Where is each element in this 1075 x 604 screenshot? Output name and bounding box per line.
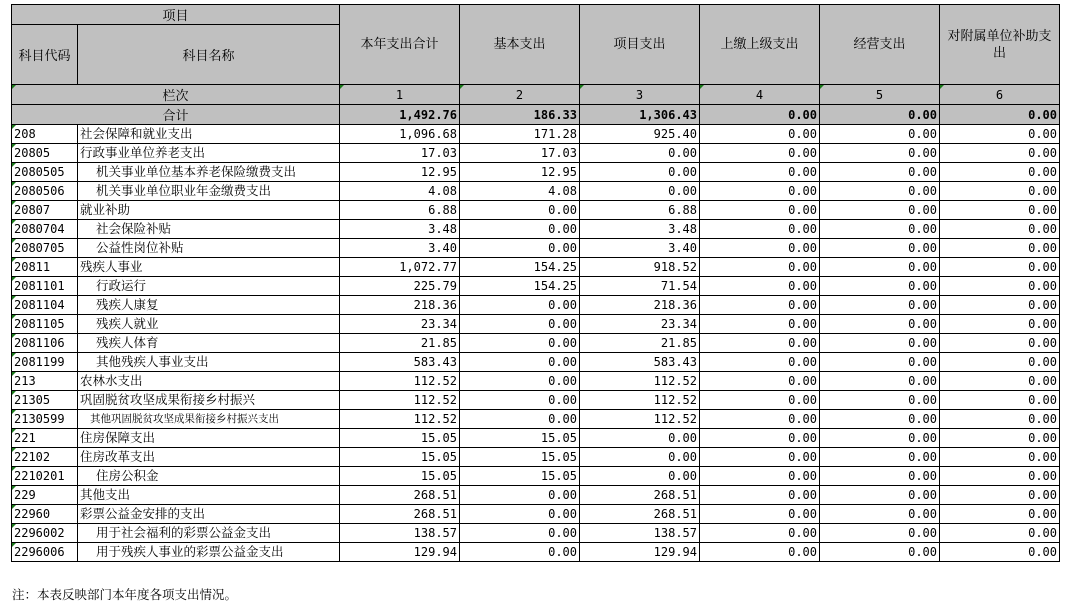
table-row [12,505,1060,524]
amount-cell: 0.00 [940,163,1060,182]
amount-cell: 138.57 [340,524,460,543]
subject-name: 住房改革支出 [78,448,340,467]
amount-cell: 171.28 [460,125,580,144]
amount-cell: 0.00 [820,410,940,429]
subject-name: 住房公积金 [78,467,340,486]
col-number-6: 6 [940,85,1060,105]
header-col-1: 本年支出合计 [340,5,460,85]
amount-cell: 0.00 [820,315,940,334]
amount-cell: 0.00 [940,220,1060,239]
subject-name: 公益性岗位补贴 [78,239,340,258]
amount-cell: 0.00 [460,505,580,524]
subject-code: 2210201 [12,467,78,486]
table-row [12,163,1060,182]
table-row [12,334,1060,353]
amount-cell: 4.08 [340,182,460,201]
amount-cell: 1,096.68 [340,125,460,144]
table-row [12,429,1060,448]
amount-cell: 17.03 [460,144,580,163]
col-number-1: 1 [340,85,460,105]
amount-cell: 3.40 [340,239,460,258]
amount-cell: 0.00 [700,505,820,524]
col-number-5: 5 [820,85,940,105]
amount-cell: 21.85 [340,334,460,353]
amount-cell: 0.00 [700,315,820,334]
subject-code: 2081105 [12,315,78,334]
amount-cell: 0.00 [820,334,940,353]
subject-name: 其他巩固脱贫攻坚成果衔接乡村振兴支出 [78,410,340,429]
amount-cell: 0.00 [820,505,940,524]
amount-cell: 0.00 [820,258,940,277]
subject-code: 221 [12,429,78,448]
subject-name: 巩固脱贫攻坚成果衔接乡村振兴 [78,391,340,410]
amount-cell: 138.57 [580,524,700,543]
subject-name: 残疾人事业 [78,258,340,277]
amount-cell: 0.00 [940,353,1060,372]
total-value: 1,492.76 [340,105,460,125]
amount-cell: 0.00 [580,448,700,467]
amount-cell: 0.00 [820,448,940,467]
amount-cell: 0.00 [460,296,580,315]
amount-cell: 0.00 [820,125,940,144]
subject-name: 社会保险补贴 [78,220,340,239]
amount-cell: 925.40 [580,125,700,144]
amount-cell: 15.05 [340,467,460,486]
subject-code: 20805 [12,144,78,163]
header-col-5: 经营支出 [820,5,940,85]
header-col-6: 对附属单位补助支出 [940,5,1060,85]
subject-name: 其他残疾人事业支出 [78,353,340,372]
amount-cell: 0.00 [700,125,820,144]
amount-cell: 0.00 [940,182,1060,201]
amount-cell: 0.00 [700,467,820,486]
subject-code: 2080505 [12,163,78,182]
header-col-2: 基本支出 [460,5,580,85]
amount-cell: 0.00 [940,315,1060,334]
amount-cell: 23.34 [340,315,460,334]
subject-code: 2081106 [12,334,78,353]
subject-name: 残疾人康复 [78,296,340,315]
table-row [12,467,1060,486]
expenditure-table [11,4,1060,562]
subject-name: 社会保障和就业支出 [78,125,340,144]
amount-cell: 15.05 [340,429,460,448]
amount-cell: 15.05 [340,448,460,467]
footnote: 注：本表反映部门本年度各项支出情况。 [12,587,238,602]
subject-code: 2081101 [12,277,78,296]
col-number-3: 3 [580,85,700,105]
amount-cell: 0.00 [940,505,1060,524]
subject-name: 住房保障支出 [78,429,340,448]
table-row [12,239,1060,258]
table-row [12,258,1060,277]
amount-cell: 0.00 [580,144,700,163]
table-row [12,353,1060,372]
amount-cell: 0.00 [940,543,1060,562]
subject-code: 208 [12,125,78,144]
total-label: 合计 [12,105,340,125]
amount-cell: 23.34 [580,315,700,334]
amount-cell: 129.94 [580,543,700,562]
amount-cell: 0.00 [580,163,700,182]
col-number-2: 2 [460,85,580,105]
amount-cell: 0.00 [460,353,580,372]
amount-cell: 0.00 [460,220,580,239]
amount-cell: 268.51 [340,486,460,505]
total-value: 186.33 [460,105,580,125]
subject-code: 2296006 [12,543,78,562]
table-row [12,125,1060,144]
amount-cell: 0.00 [820,429,940,448]
amount-cell: 0.00 [940,524,1060,543]
amount-cell: 12.95 [340,163,460,182]
amount-cell: 0.00 [700,448,820,467]
amount-cell: 0.00 [940,372,1060,391]
amount-cell: 0.00 [820,486,940,505]
amount-cell: 0.00 [700,486,820,505]
table-row [12,543,1060,562]
amount-cell: 1,072.77 [340,258,460,277]
amount-cell: 0.00 [700,239,820,258]
subject-name: 其他支出 [78,486,340,505]
amount-cell: 0.00 [460,543,580,562]
subject-code: 21305 [12,391,78,410]
subject-code: 2130599 [12,410,78,429]
amount-cell: 154.25 [460,277,580,296]
subject-name: 残疾人就业 [78,315,340,334]
subject-code: 2080506 [12,182,78,201]
table-row [12,315,1060,334]
amount-cell: 0.00 [700,296,820,315]
amount-cell: 0.00 [700,334,820,353]
amount-cell: 0.00 [460,391,580,410]
total-value: 0.00 [940,105,1060,125]
amount-cell: 225.79 [340,277,460,296]
table-row [12,277,1060,296]
subject-name: 残疾人体育 [78,334,340,353]
amount-cell: 583.43 [340,353,460,372]
amount-cell: 0.00 [700,429,820,448]
amount-cell: 3.40 [580,239,700,258]
amount-cell: 15.05 [460,467,580,486]
amount-cell: 0.00 [700,220,820,239]
subject-code: 22102 [12,448,78,467]
amount-cell: 0.00 [700,277,820,296]
amount-cell: 0.00 [940,467,1060,486]
table-row [12,182,1060,201]
header-name: 科目名称 [78,25,340,85]
amount-cell: 4.08 [460,182,580,201]
table-row [12,410,1060,429]
header-code: 科目代码 [12,25,78,85]
amount-cell: 0.00 [460,201,580,220]
amount-cell: 0.00 [820,220,940,239]
table-row [12,448,1060,467]
amount-cell: 112.52 [580,410,700,429]
subject-code: 229 [12,486,78,505]
table-row [12,486,1060,505]
amount-cell: 0.00 [940,125,1060,144]
header-col-3: 项目支出 [580,5,700,85]
amount-cell: 918.52 [580,258,700,277]
amount-cell: 0.00 [940,277,1060,296]
subject-code: 20807 [12,201,78,220]
amount-cell: 0.00 [940,429,1060,448]
amount-cell: 0.00 [820,277,940,296]
amount-cell: 0.00 [460,524,580,543]
amount-cell: 129.94 [340,543,460,562]
amount-cell: 0.00 [940,144,1060,163]
subject-name: 用于社会福利的彩票公益金支出 [78,524,340,543]
amount-cell: 71.54 [580,277,700,296]
header-lanci: 栏次 [12,85,340,105]
amount-cell: 218.36 [580,296,700,315]
table-row [12,201,1060,220]
subject-name: 就业补助 [78,201,340,220]
amount-cell: 0.00 [580,182,700,201]
subject-code: 2296002 [12,524,78,543]
amount-cell: 0.00 [820,201,940,220]
amount-cell: 0.00 [940,258,1060,277]
amount-cell: 112.52 [340,410,460,429]
total-value: 0.00 [820,105,940,125]
amount-cell: 6.88 [580,201,700,220]
amount-cell: 15.05 [460,429,580,448]
subject-name: 行政运行 [78,277,340,296]
amount-cell: 0.00 [460,486,580,505]
amount-cell: 0.00 [820,353,940,372]
amount-cell: 0.00 [820,391,940,410]
amount-cell: 0.00 [460,239,580,258]
amount-cell: 17.03 [340,144,460,163]
total-value: 0.00 [700,105,820,125]
table-row [12,296,1060,315]
amount-cell: 0.00 [700,391,820,410]
amount-cell: 0.00 [580,467,700,486]
amount-cell: 154.25 [460,258,580,277]
amount-cell: 0.00 [700,524,820,543]
amount-cell: 0.00 [700,144,820,163]
table-row [12,372,1060,391]
subject-name: 机关事业单位基本养老保险缴费支出 [78,163,340,182]
amount-cell: 268.51 [340,505,460,524]
subject-code: 2080705 [12,239,78,258]
amount-cell: 0.00 [460,315,580,334]
amount-cell: 0.00 [820,524,940,543]
amount-cell: 0.00 [820,296,940,315]
amount-cell: 0.00 [460,334,580,353]
amount-cell: 0.00 [940,410,1060,429]
amount-cell: 0.00 [580,429,700,448]
amount-cell: 112.52 [340,391,460,410]
amount-cell: 21.85 [580,334,700,353]
amount-cell: 218.36 [340,296,460,315]
amount-cell: 0.00 [940,486,1060,505]
amount-cell: 0.00 [700,182,820,201]
amount-cell: 0.00 [700,543,820,562]
amount-cell: 0.00 [820,239,940,258]
subject-name: 机关事业单位职业年金缴费支出 [78,182,340,201]
amount-cell: 0.00 [820,144,940,163]
amount-cell: 0.00 [460,372,580,391]
header-item: 项目 [12,5,340,25]
subject-name: 彩票公益金安排的支出 [78,505,340,524]
table-row [12,220,1060,239]
amount-cell: 112.52 [580,372,700,391]
amount-cell: 0.00 [940,391,1060,410]
amount-cell: 0.00 [940,334,1060,353]
amount-cell: 0.00 [700,353,820,372]
amount-cell: 112.52 [580,391,700,410]
subject-code: 2081199 [12,353,78,372]
amount-cell: 0.00 [940,239,1060,258]
amount-cell: 15.05 [460,448,580,467]
table-row [12,391,1060,410]
amount-cell: 0.00 [700,201,820,220]
amount-cell: 12.95 [460,163,580,182]
amount-cell: 0.00 [820,467,940,486]
subject-code: 20811 [12,258,78,277]
amount-cell: 0.00 [700,372,820,391]
amount-cell: 0.00 [820,372,940,391]
table-row [12,144,1060,163]
total-value: 1,306.43 [580,105,700,125]
header-col-4: 上缴上级支出 [700,5,820,85]
amount-cell: 3.48 [580,220,700,239]
col-number-4: 4 [700,85,820,105]
amount-cell: 0.00 [940,201,1060,220]
amount-cell: 268.51 [580,486,700,505]
amount-cell: 112.52 [340,372,460,391]
subject-name: 用于残疾人事业的彩票公益金支出 [78,543,340,562]
subject-code: 2080704 [12,220,78,239]
amount-cell: 0.00 [700,163,820,182]
total-row [12,105,1060,125]
amount-cell: 583.43 [580,353,700,372]
amount-cell: 0.00 [940,296,1060,315]
amount-cell: 268.51 [580,505,700,524]
amount-cell: 0.00 [820,543,940,562]
amount-cell: 0.00 [820,182,940,201]
amount-cell: 3.48 [340,220,460,239]
subject-name: 行政事业单位养老支出 [78,144,340,163]
subject-code: 213 [12,372,78,391]
amount-cell: 0.00 [940,448,1060,467]
amount-cell: 6.88 [340,201,460,220]
subject-code: 22960 [12,505,78,524]
table-row [12,524,1060,543]
amount-cell: 0.00 [460,410,580,429]
amount-cell: 0.00 [700,258,820,277]
subject-name: 农林水支出 [78,372,340,391]
amount-cell: 0.00 [820,163,940,182]
subject-code: 2081104 [12,296,78,315]
amount-cell: 0.00 [700,410,820,429]
